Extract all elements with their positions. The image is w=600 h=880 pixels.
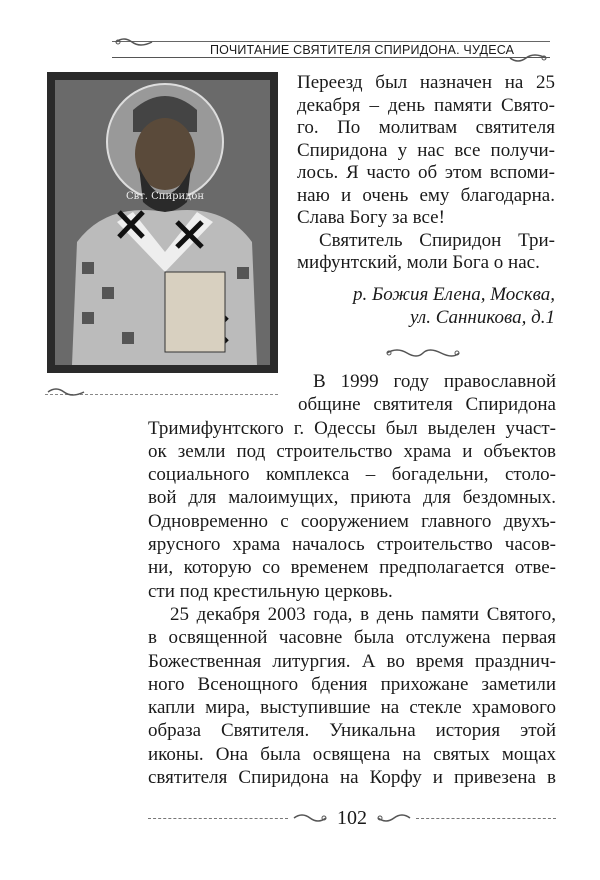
text-line: Одновременно с сооружением главного двухъ- (148, 510, 556, 532)
flourish-ornament-icon (114, 36, 154, 48)
text-line: образа Святителя. Уникальна история этой (148, 720, 556, 742)
text-line: Слава Богу за все! (297, 207, 445, 228)
page-number: 102 (337, 807, 367, 829)
signature-line: ул. Санникова, д.1 (409, 306, 555, 328)
text-line: Переезд был назначен на 25 (297, 72, 555, 93)
article-text (148, 370, 556, 789)
text-line: ного Всенощного бдения прихожане заметили (148, 673, 556, 695)
header-rule (112, 41, 550, 42)
text-line: декабря – день памяти Свято- (297, 94, 555, 116)
text-line: лось. Я часто об этом вспоми- (297, 162, 555, 183)
text-line: вой для малоимущих, приюта для бездомных. (148, 487, 556, 509)
text-line: общине святителя Спиридона (298, 394, 556, 416)
text-line: наю и очень ему благодарна. (297, 184, 555, 206)
header-rule (112, 57, 550, 58)
text-line: ни, которую со временем предполагается отве- (148, 557, 556, 579)
saint-spyridon-icon-image (47, 72, 278, 373)
text-line: 25 декабря 2003 года, в день памяти Святого, (170, 603, 556, 625)
testimony-text (297, 72, 555, 329)
text-line: Спиридона у нас все получи- (297, 139, 555, 161)
flourish-ornament-icon (508, 52, 548, 64)
text-line: социального комплекса – богадельни, столо- (148, 464, 556, 486)
text-line: святителя Спиридона на Корфу и привезена в (148, 767, 556, 789)
text-line: ок земли под строительство храма и объектов (148, 440, 556, 462)
text-line: Тримифунтского г. Одессы был выделен участ- (148, 417, 556, 439)
text-line: го. По молитвам святителя (297, 117, 555, 138)
signature-line: р. Божия Елена, Москва, (353, 283, 555, 305)
page-footer (148, 806, 556, 830)
text-line: Божественная литургия. А во время празднич- (148, 650, 556, 672)
text-line: В 1999 году православной (313, 371, 556, 392)
section-divider-ornament-icon (385, 347, 461, 359)
text-line: мифунтский, моли Бога о нас. (297, 252, 540, 273)
icon-inscription: Свт. Спиридон (125, 191, 205, 202)
running-header (112, 38, 550, 58)
text-line: сти под крестильную церковь. (148, 580, 393, 602)
text-line: в освященной часовне была отслужена первая (148, 627, 556, 649)
flourish-ornament-icon (46, 386, 86, 398)
running-title: ПОЧИТАНИЕ СВЯТИТЕЛЯ СПИРИДОНА. ЧУДЕСА (204, 43, 520, 57)
text-line: Святитель Спиридон Три- (319, 229, 555, 251)
text-line: капли мира, выступившие на стекле храмового (148, 697, 556, 719)
text-line: ярусного храма началось строительство часов- (148, 534, 556, 556)
text-line: иконы. Она была освящена на святых мощах (148, 743, 556, 765)
